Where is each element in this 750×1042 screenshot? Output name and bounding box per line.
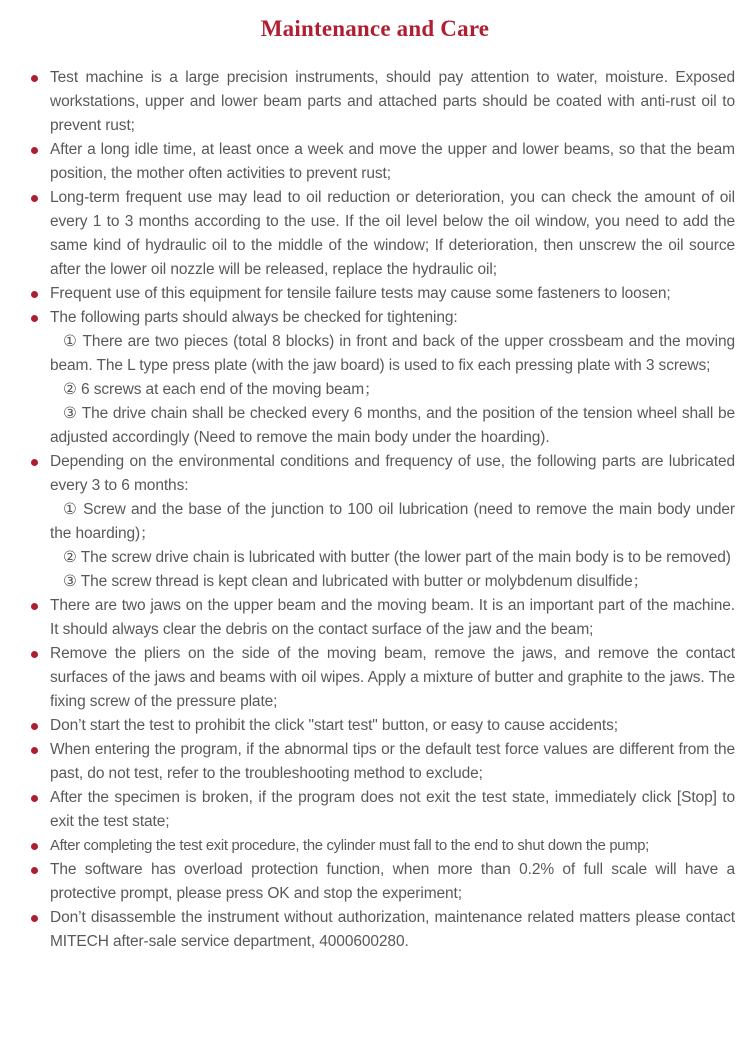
list-item [50,138,735,186]
item-paragraph: After completing the test exit procedure, the cylinder must fall to the end to shut down the pump; [50,838,649,854]
bullet-icon [31,843,38,850]
bullet-icon [31,459,38,466]
bullet-icon [31,915,38,922]
bullet-icon [31,195,38,202]
bullet-icon [31,315,38,322]
sub-paragraph: ③ The screw thread is kept clean and lubricated with butter or molybdenum disulfide； [63,573,649,590]
bullet-icon [31,723,38,730]
item-paragraph: Long-term frequent use may lead to oil reduction or deterioration, you can check the amount of oil every 1 to 3 months according to the use. If the oil level below the oil window, you need to add the same kind of hydraulic oil to the middle of the window; If deterioration, then unscrew the oil source after the lower oil nozzle will be released, replace the hydraulic oil; [50,189,735,278]
bullet-icon [31,747,38,754]
maintenance-list [0,66,750,954]
bullet-icon [31,795,38,802]
list-item [50,786,735,834]
list-item [50,642,735,714]
list-item [50,282,735,306]
sub-paragraph: ② The screw drive chain is lubricated with butter (the lower part of the main body is to be removed) [63,549,731,566]
list-item [50,186,735,282]
bullet-icon [31,75,38,82]
item-paragraph: There are two jaws on the upper beam and the moving beam. It is an important part of the machine. It should always clear the debris on the contact surface of the jaw and the beam; [50,597,735,638]
bullet-icon [31,651,38,658]
item-paragraph: The following parts should always be checked for tightening: [50,309,458,326]
list-item [50,834,735,858]
bullet-icon [31,147,38,154]
sub-paragraph: ① There are two pieces (total 8 blocks) in front and back of the upper crossbeam and the moving beam. The L type press plate (with the jaw board) is used to fix each pressing plate with 3 screws; [50,333,735,374]
list-item [50,450,735,594]
list-item [50,906,735,954]
bullet-icon [31,603,38,610]
list-item [50,306,735,450]
item-paragraph: When entering the program, if the abnormal tips or the default test force values are different from the past, do not test, refer to the troubleshooting method to exclude; [50,741,735,782]
bullet-icon [31,867,38,874]
page-title: Maintenance and Care [260,16,490,41]
item-paragraph: Don’t start the test to prohibit the click "start test" button, or easy to cause accidents; [50,717,618,734]
item-paragraph: Remove the pliers on the side of the moving beam, remove the jaws, and remove the contact surfaces of the jaws and beams with oil wipes. Apply a mixture of butter and graphite to the jaws. The fixing screw of the pressure plate; [50,645,735,710]
item-paragraph: Don’t disassemble the instrument without authorization, maintenance related matters please contact MITECH after-sale service department, 4000600280. [50,909,735,950]
list-item [50,66,735,138]
list-item [50,594,735,642]
item-paragraph: The software has overload protection function, when more than 0.2% of full scale will have a protective prompt, please press OK and stop the experiment; [50,861,735,902]
list-item [50,858,735,906]
sub-paragraph: ① Screw and the base of the junction to 100 oil lubrication (need to remove the main body under the hoarding)； [50,501,735,542]
item-paragraph: Depending on the environmental conditions and frequency of use, the following parts are lubricated every 3 to 6 months: [50,453,735,494]
item-paragraph: Frequent use of this equipment for tensile failure tests may cause some fasteners to loosen; [50,285,671,302]
item-paragraph: After a long idle time, at least once a week and move the upper and lower beams, so that the beam position, the mother often activities to prevent rust; [50,141,735,182]
list-item [50,714,735,738]
item-paragraph: Test machine is a large precision instruments, should pay attention to water, moisture. Exposed workstations, upper and lower beam parts and attached parts should be coated with anti-rust oil to prevent rust; [50,69,735,134]
sub-paragraph: ③ The drive chain shall be checked every 6 months, and the position of the tension wheel shall be adjusted accordingly (Need to remove the main body under the hoarding). [50,405,735,446]
item-paragraph: After the specimen is broken, if the program does not exit the test state, immediately click [Stop] to exit the test state; [50,789,735,830]
list-item [50,738,735,786]
bullet-icon [31,291,38,298]
sub-paragraph: ② 6 screws at each end of the moving beam； [63,381,380,398]
